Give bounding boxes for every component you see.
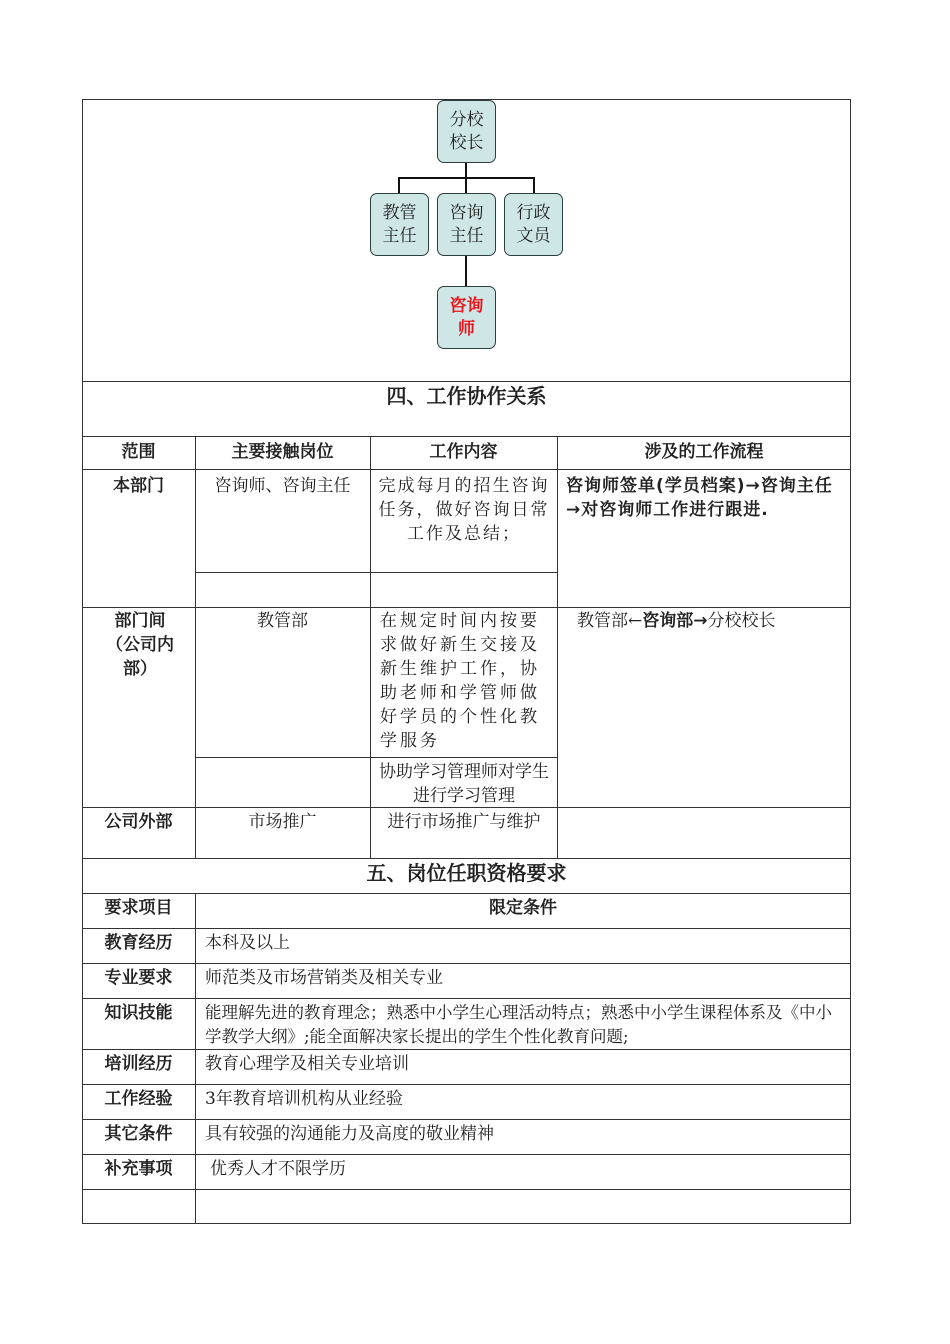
req-value-training: 教育心理学及相关专业培训 [205, 1054, 409, 1074]
position-internal: 咨询师、咨询主任 [214, 476, 351, 496]
req-item-training: 培训经历 [104, 1054, 173, 1074]
header-requirement-condition: 限定条件 [489, 898, 557, 918]
content-external: 进行市场推广与维护 [387, 812, 541, 832]
req-item-other: 其它条件 [104, 1124, 173, 1144]
header-scope: 范围 [121, 442, 156, 462]
content-interdept: 在规定时间内按要求做好新生交接及新生维护工作，协助老师和学管师做好学员的个性化教学服务 [380, 611, 540, 751]
content-interdept-2: 协助学习管理师对学生进行学习管理 [379, 762, 549, 806]
req-value-other: 具有较强的沟通能力及高度的敬业精神 [205, 1124, 494, 1144]
content-internal: 完成每月的招生咨询 任务，做好咨询日常工作及总结； [378, 476, 550, 544]
header-requirement-item: 要求项目 [104, 898, 173, 918]
scope-interdept: 部门间（公司内部） [106, 611, 174, 679]
section4-title: 四、工作协作关系 [386, 384, 547, 408]
scope-internal: 本部门 [113, 476, 164, 496]
org-node-admin-clerk: 行政 文员 [504, 193, 563, 256]
req-value-skills: 能理解先进的教育理念；熟悉中小学生心理活动特点；熟悉中小学生课程体系及《中小学教学大纲》;能全面解决家长提出的学生个性化教育问题; [205, 1003, 832, 1046]
position-external: 市场推广 [248, 812, 317, 832]
req-value-supplement: 优秀人才不限学历 [210, 1159, 346, 1179]
req-value-education: 本科及以上 [205, 933, 290, 953]
req-item-skills: 知识技能 [104, 1003, 173, 1023]
header-contact-position: 主要接触岗位 [231, 442, 334, 462]
position-interdept: 教管部 [257, 611, 308, 631]
process-part-consulting: 咨询部→ [642, 611, 708, 631]
req-value-major: 师范类及市场营销类及相关专业 [205, 968, 443, 988]
req-item-experience: 工作经验 [104, 1089, 173, 1109]
org-node-consultant: 咨询 师 [437, 286, 496, 349]
section5-title: 五、岗位任职资格要求 [366, 861, 567, 885]
org-node-principal: 分校 校长 [437, 100, 496, 163]
req-item-education: 教育经历 [104, 933, 173, 953]
process-part-principal: 分校校长 [707, 611, 776, 631]
process-part-teaching: 教管部← [577, 611, 643, 631]
req-value-experience: 3年教育培训机构从业经验 [205, 1089, 403, 1109]
scope-external: 公司外部 [104, 812, 173, 832]
req-item-supplement: 补充事项 [104, 1159, 173, 1179]
org-node-teaching-director: 教管 主任 [370, 193, 429, 256]
header-work-process: 涉及的工作流程 [644, 442, 764, 462]
process-interdept [577, 609, 847, 633]
req-item-major: 专业要求 [104, 968, 173, 988]
org-node-consulting-director: 咨询 主任 [437, 193, 496, 256]
process-internal: 咨询师签单(学员档案)→咨询主任→对咨询师工作进行跟进. [566, 476, 833, 520]
header-work-content: 工作内容 [429, 442, 498, 462]
